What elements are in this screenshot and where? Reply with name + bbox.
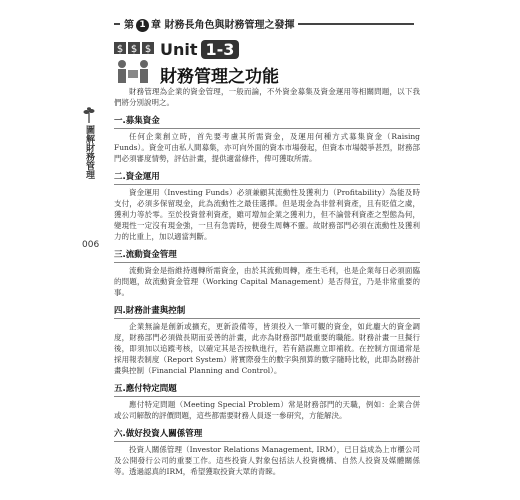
page-number: 006 <box>82 240 100 250</box>
section-body-3: 流動資金是指維持週轉所需資金，由於其流動周轉，產生毛利，也是企業每日必須面臨的問題，故流動資金管理（Working Capital Management）是否得宜，乃是非常重要的事。 <box>114 266 420 297</box>
unit-heading <box>160 40 239 59</box>
unit-title: 財務管理之功能 <box>160 67 279 87</box>
section-body-5: 應付特定問題（Meeting Special Problem）常是財務部門的天職，例如：企業合併或公司解散的評價問題，這些都需要財務人員逐一參研究，方能解決。 <box>114 400 420 420</box>
section-body-4: 企業無論是創新或擴充，更新設備等，皆須投入一筆可觀的資金，如此龐大的資金調度，財務部門必須做長期而妥善的計畫，此亦為財務部門最重要的職能。財務計畫一旦擬行後，即須加以追蹤考核，以確定其是否按軌進行，若有錯誤應立即補救。在控制方面通常是採用報表制度（Report System）將實際發生的數字與預算的數字隨時比較，此即為財務計畫與控制（Financial Planning and Control）。 <box>114 322 420 375</box>
chapter-label <box>120 16 298 32</box>
section-heading-2: 二.資金運用 <box>114 170 420 183</box>
section-body-6: 投資人關係管理（Investor Relations Management, IRM），已日益成為上市櫃公司及公開發行公司的重要工作。這些投資人對象包括法人投資機構、自然人投資及媒體關係等。透過認真的IRM，希望獲取投資大眾的青睞。 <box>114 445 420 476</box>
section-heading-4: 四.財務計畫與控制 <box>114 304 420 317</box>
sidebar-book-title: 圖解財務管理 <box>84 125 94 179</box>
section-heading-1: 一.募集資金 <box>114 114 420 127</box>
svg-text:$: $ <box>116 44 124 55</box>
chapter-header <box>114 17 414 31</box>
svg-text:$: $ <box>144 44 152 55</box>
section-heading-3: 三.流動資金管理 <box>114 248 420 261</box>
svg-text:$: $ <box>130 44 138 55</box>
chapter-suffix: 章 <box>151 20 161 31</box>
section-body-2: 資金運用（Investing Funds）必須兼顧其流動性及獲利力（Profitability）為能及時支付，必須多保留現金，此為流動性之最佳選擇。但是現金為非營利資產，且有貶值之虞，獲利力等於零。至於投資營利資產，雖可增加企業之獲利力，但不論營利資產之型態為何，變現性一定沒有現金強，一旦有急需時，便發生周轉不靈。故財務部門必須在流動性及獲利力的比重上，加以適當判斷。 <box>114 188 420 241</box>
plant-icon <box>83 107 95 123</box>
unit-word: Unit <box>160 40 198 59</box>
chapter-title: 財務長角色與財務管理之發揮 <box>164 20 295 31</box>
chapter-prefix: 第 <box>124 20 134 31</box>
section-body-1: 任何企業創立時，首先要考慮其所需資金，及運用何種方式募集資金（Raising Funds）。資金可由私人間募集，亦可向外面的資本市場發起，但資本市場競爭甚烈，財務部門必須審度情勢，評估計畫，提供適當條件，俾可獲取所需。 <box>114 132 420 163</box>
main-content <box>114 86 420 477</box>
unit-number: 1-3 <box>201 40 240 59</box>
intro-paragraph: 財務管理為企業的資金管理，一般而論，不外資金募集及資金運用等相關問題，以下我們將分別說明之。 <box>114 87 420 107</box>
section-heading-6: 六.做好投資人關係管理 <box>114 427 420 440</box>
dollar-people-icon <box>112 40 156 90</box>
section-heading-5: 五.應付特定問題 <box>114 382 420 395</box>
chapter-number-badge: 1 <box>136 19 149 32</box>
